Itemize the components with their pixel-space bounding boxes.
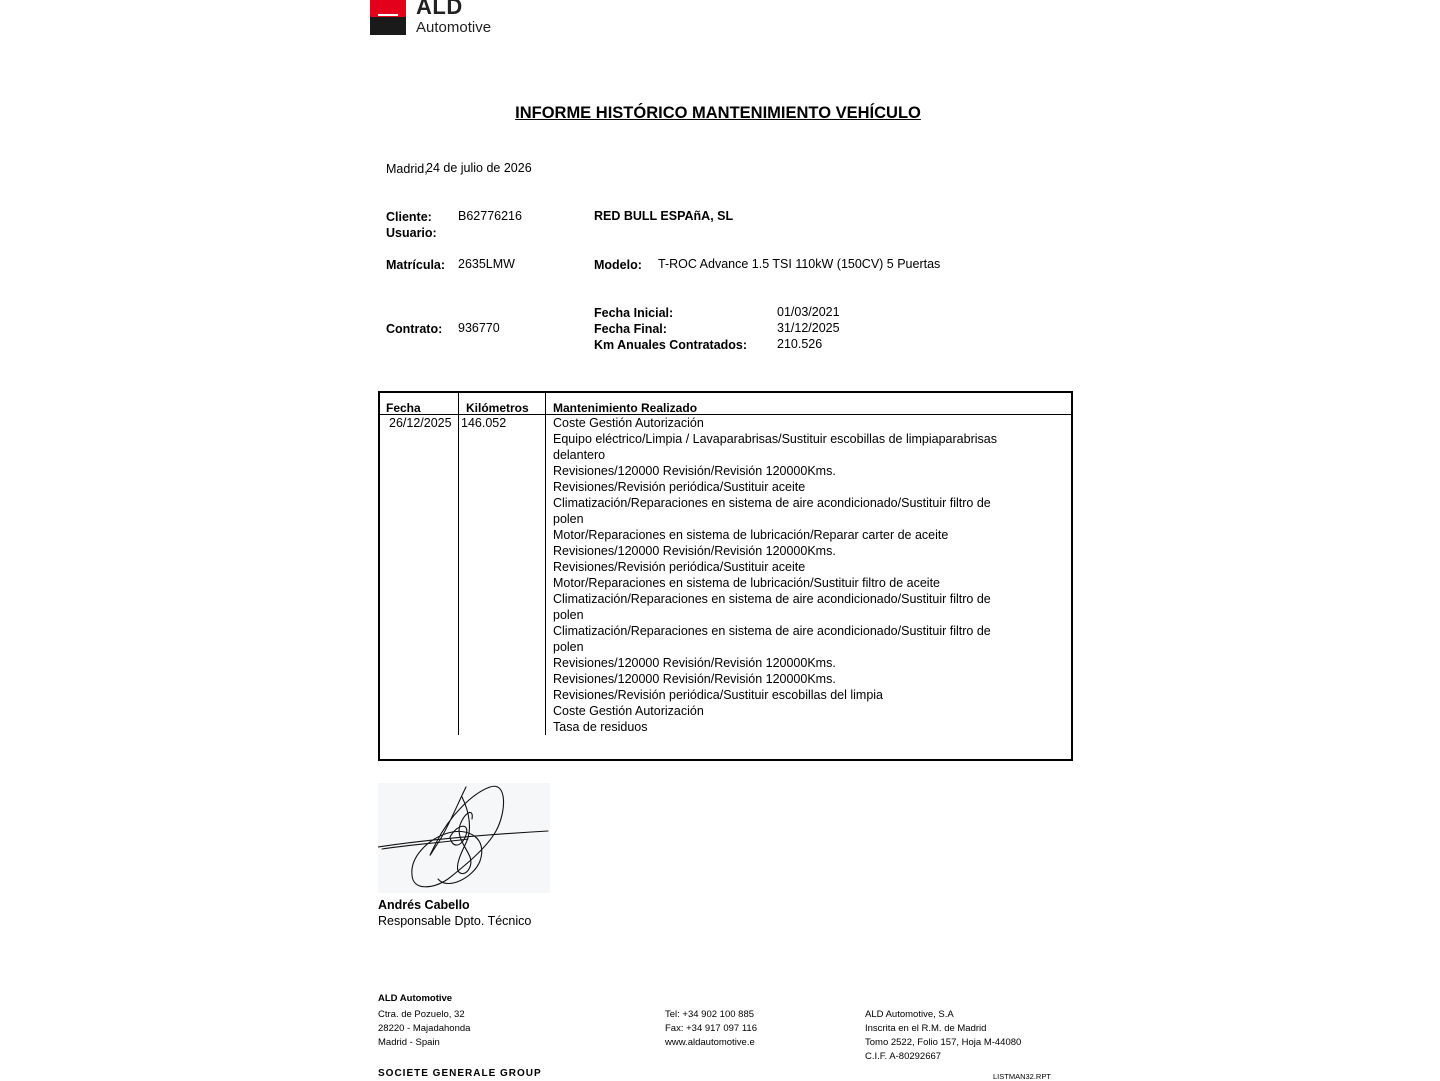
cliente-id: B62776216 [458,209,522,223]
header-mantenimiento: Mantenimiento Realizado [553,401,698,415]
footer-legal [865,1008,1021,1064]
maintenance-line: Revisiones/120000 Revisión/Revisión 120000Kms. [553,672,836,686]
ald-logo [370,0,504,38]
maintenance-line: Coste Gestión Autorización [553,416,704,430]
fecha-inicial-label: Fecha Inicial: [594,306,674,320]
km-value: 210.526 [777,337,823,351]
maintenance-line: Revisiones/Revisión periódica/Sustituir escobillas del limpia [553,688,884,702]
footer-legal-line: Tomo 2522, Folio 157, Hoja M-44080 [865,1037,1022,1048]
signer-role: Responsable Dpto. Técnico [378,914,532,928]
row-fecha: 26/12/2025 [389,416,452,430]
logo-brand-text: ALD [416,0,463,19]
maintenance-line: Revisiones/120000 Revisión/Revisión 120000Kms. [553,656,836,670]
footer-company: ALD Automotive [378,993,453,1004]
km-label: Km Anuales Contratados: [594,338,748,352]
logo-black-block [370,17,406,35]
modelo-label: Modelo: [594,258,642,272]
signature-scribble [378,783,550,893]
footer-fax: Fax: +34 917 097 116 [665,1023,757,1034]
fecha-final-label: Fecha Final: [594,322,667,336]
footer-legal-line: C.I.F. A-80292667 [865,1051,942,1062]
place-city: Madrid, [386,162,428,176]
maintenance-line: polen [553,608,584,622]
footer-website: www.aldautomotive.e [665,1037,755,1048]
footer-contact [665,1008,757,1050]
maintenance-line: polen [553,640,584,654]
maintenance-line: Revisiones/Revisión periódica/Sustituir aceite [553,560,806,574]
maintenance-line: Climatización/Reparaciones en sistema de aire acondicionado/Sustituir filtro de [553,592,991,606]
fecha-final-value: 31/12/2025 [777,321,840,335]
maintenance-line: Tasa de residuos [553,720,648,734]
logo-white-bar [378,14,398,16]
maintenance-line: Revisiones/Revisión periódica/Sustituir aceite [553,480,806,494]
footer-address-line: 28220 - Majadahonda [378,1023,471,1034]
column-divider-2 [545,393,546,735]
maintenance-line: delantero [553,448,606,462]
maintenance-line: Coste Gestión Autorización [553,704,704,718]
maintenance-line: polen [553,512,584,526]
report-title: INFORME HISTÓRICO MANTENIMIENTO VEHÍCULO [515,104,921,122]
footer-address-line: Madrid - Spain [378,1037,440,1048]
footer-phone: Tel: +34 902 100 885 [665,1009,755,1020]
column-divider-1 [458,393,459,735]
footer-address [378,1008,470,1050]
contrato-value: 936770 [458,321,500,335]
maintenance-line: Revisiones/120000 Revisión/Revisión 120000Kms. [553,464,836,478]
maintenance-lines [553,415,997,735]
header-fecha: Fecha [386,401,421,415]
maintenance-table [378,391,1073,761]
matricula-label: Matrícula: [386,258,446,272]
maintenance-line: Motor/Reparaciones en sistema de lubricación/Sustituir filtro de aceite [553,576,940,590]
maintenance-line: Motor/Reparaciones en sistema de lubricación/Reparar carter de aceite [553,528,949,542]
footer-legal-line: Inscrita en el R.M. de Madrid [865,1023,987,1034]
fecha-inicial-value: 01/03/2021 [777,305,840,319]
signature-image [378,783,550,893]
footer-legal-line: ALD Automotive, S.A [865,1009,954,1020]
cliente-label: Cliente: [386,210,432,224]
maintenance-line: Equipo eléctrico/Limpia / Lavaparabrisas/Sustituir escobillas de limpiaparabrisas [553,432,997,446]
cliente-name: RED BULL ESPAñA, SL [594,209,734,223]
footer-group: SOCIETE GENERALE GROUP [378,1068,542,1079]
matricula-value: 2635LMW [458,257,515,271]
maintenance-line: Climatización/Reparaciones en sistema de aire acondicionado/Sustituir filtro de [553,624,991,638]
signer-name: Andrés Cabello [378,898,470,912]
footer-report-code: LISTMAN32.RPT [993,1072,1051,1081]
logo-sub-text: Automotive [416,19,492,36]
modelo-value: T-ROC Advance 1.5 TSI 110kW (150CV) 5 Puertas [658,257,941,271]
header-kilometros: Kilómetros [466,401,529,415]
footer-address-line: Ctra. de Pozuelo, 32 [378,1009,465,1020]
row-km: 146.052 [461,416,507,430]
maintenance-line: Revisiones/120000 Revisión/Revisión 120000Kms. [553,544,836,558]
usuario-label: Usuario: [386,226,437,240]
contrato-label: Contrato: [386,322,443,336]
maintenance-line: Climatización/Reparaciones en sistema de aire acondicionado/Sustituir filtro de [553,496,991,510]
place-date: 24 de julio de 2026 [426,161,532,175]
